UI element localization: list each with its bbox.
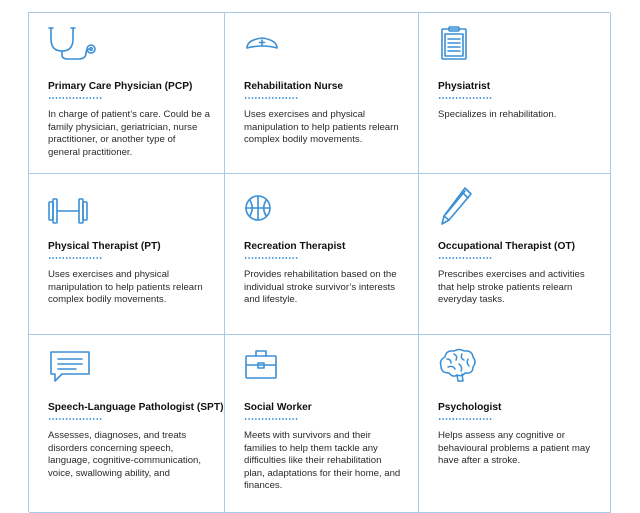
role-description: Uses exercises and physical manipulation to help patients relearn complex bodily movements. [48, 269, 203, 306]
role-title: Rehabilitation Nurse [244, 81, 344, 92]
role-title: Primary Care Physician (PCP) [48, 81, 193, 92]
role-description: Helps assess any cognitive or behavioural problems a patient may have after a stroke. [438, 430, 590, 467]
dotted-divider [438, 97, 492, 99]
dumbbell-icon [48, 186, 210, 224]
role-card-ot [419, 174, 611, 335]
role-description: Specializes in rehabilitation. [438, 109, 557, 120]
role-description: Meets with survivors and their families to help them tackle any difficulties like their rehabilitation plan, adaptations for their home, and finances. [244, 430, 401, 492]
dotted-divider [244, 418, 298, 420]
role-title: Speech-Language Pathologist (SPT) [48, 402, 224, 413]
role-card-pt [29, 174, 225, 335]
role-title: Physical Therapist (PT) [48, 241, 161, 252]
brain-icon [438, 347, 596, 385]
dotted-divider [244, 257, 298, 259]
role-description: Prescribes exercises and activities that help stroke patients relearn everyday tasks. [438, 269, 585, 306]
dotted-divider [48, 257, 102, 259]
role-title: Psychologist [438, 402, 502, 413]
pencil-icon [438, 186, 596, 224]
role-card-physiatrist [419, 13, 611, 174]
clipboard-icon [438, 25, 596, 63]
role-card-recreation-therapist [225, 174, 419, 335]
care-team-grid [28, 12, 610, 512]
role-description: Provides rehabilitation based on the individual stroke survivor’s interests and lifestyle. [244, 269, 397, 306]
dotted-divider [244, 97, 298, 99]
role-card-slp [29, 335, 225, 513]
role-title: Recreation Therapist [244, 241, 346, 252]
dotted-divider [438, 257, 492, 259]
toolbox-icon [244, 347, 404, 385]
basketball-icon [244, 186, 404, 224]
role-title: Social Worker [244, 402, 312, 413]
role-card-rehab-nurse [225, 13, 419, 174]
dotted-divider [48, 97, 102, 99]
speech-bubble-icon [48, 347, 210, 385]
role-description: Uses exercises and physical manipulation to help patients relearn complex bodily movements. [244, 109, 399, 146]
role-card-psychologist [419, 335, 611, 513]
role-card-pcp [29, 13, 225, 174]
role-title: Occupational Therapist (OT) [438, 241, 575, 252]
role-title: Physiatrist [438, 81, 491, 92]
dotted-divider [438, 418, 492, 420]
stethoscope-icon [48, 25, 210, 63]
role-description: Assesses, diagnoses, and treats disorders concerning speech, language, cognitive-communication, voice, swallowing ability, and [48, 430, 202, 479]
role-description: In charge of patient’s care. Could be a family physician, geriatrician, nurse practitioner, or another type of general practitioner. [48, 109, 210, 158]
dotted-divider [48, 418, 102, 420]
role-card-social-worker [225, 335, 419, 513]
nurse-cap-icon [244, 25, 404, 63]
